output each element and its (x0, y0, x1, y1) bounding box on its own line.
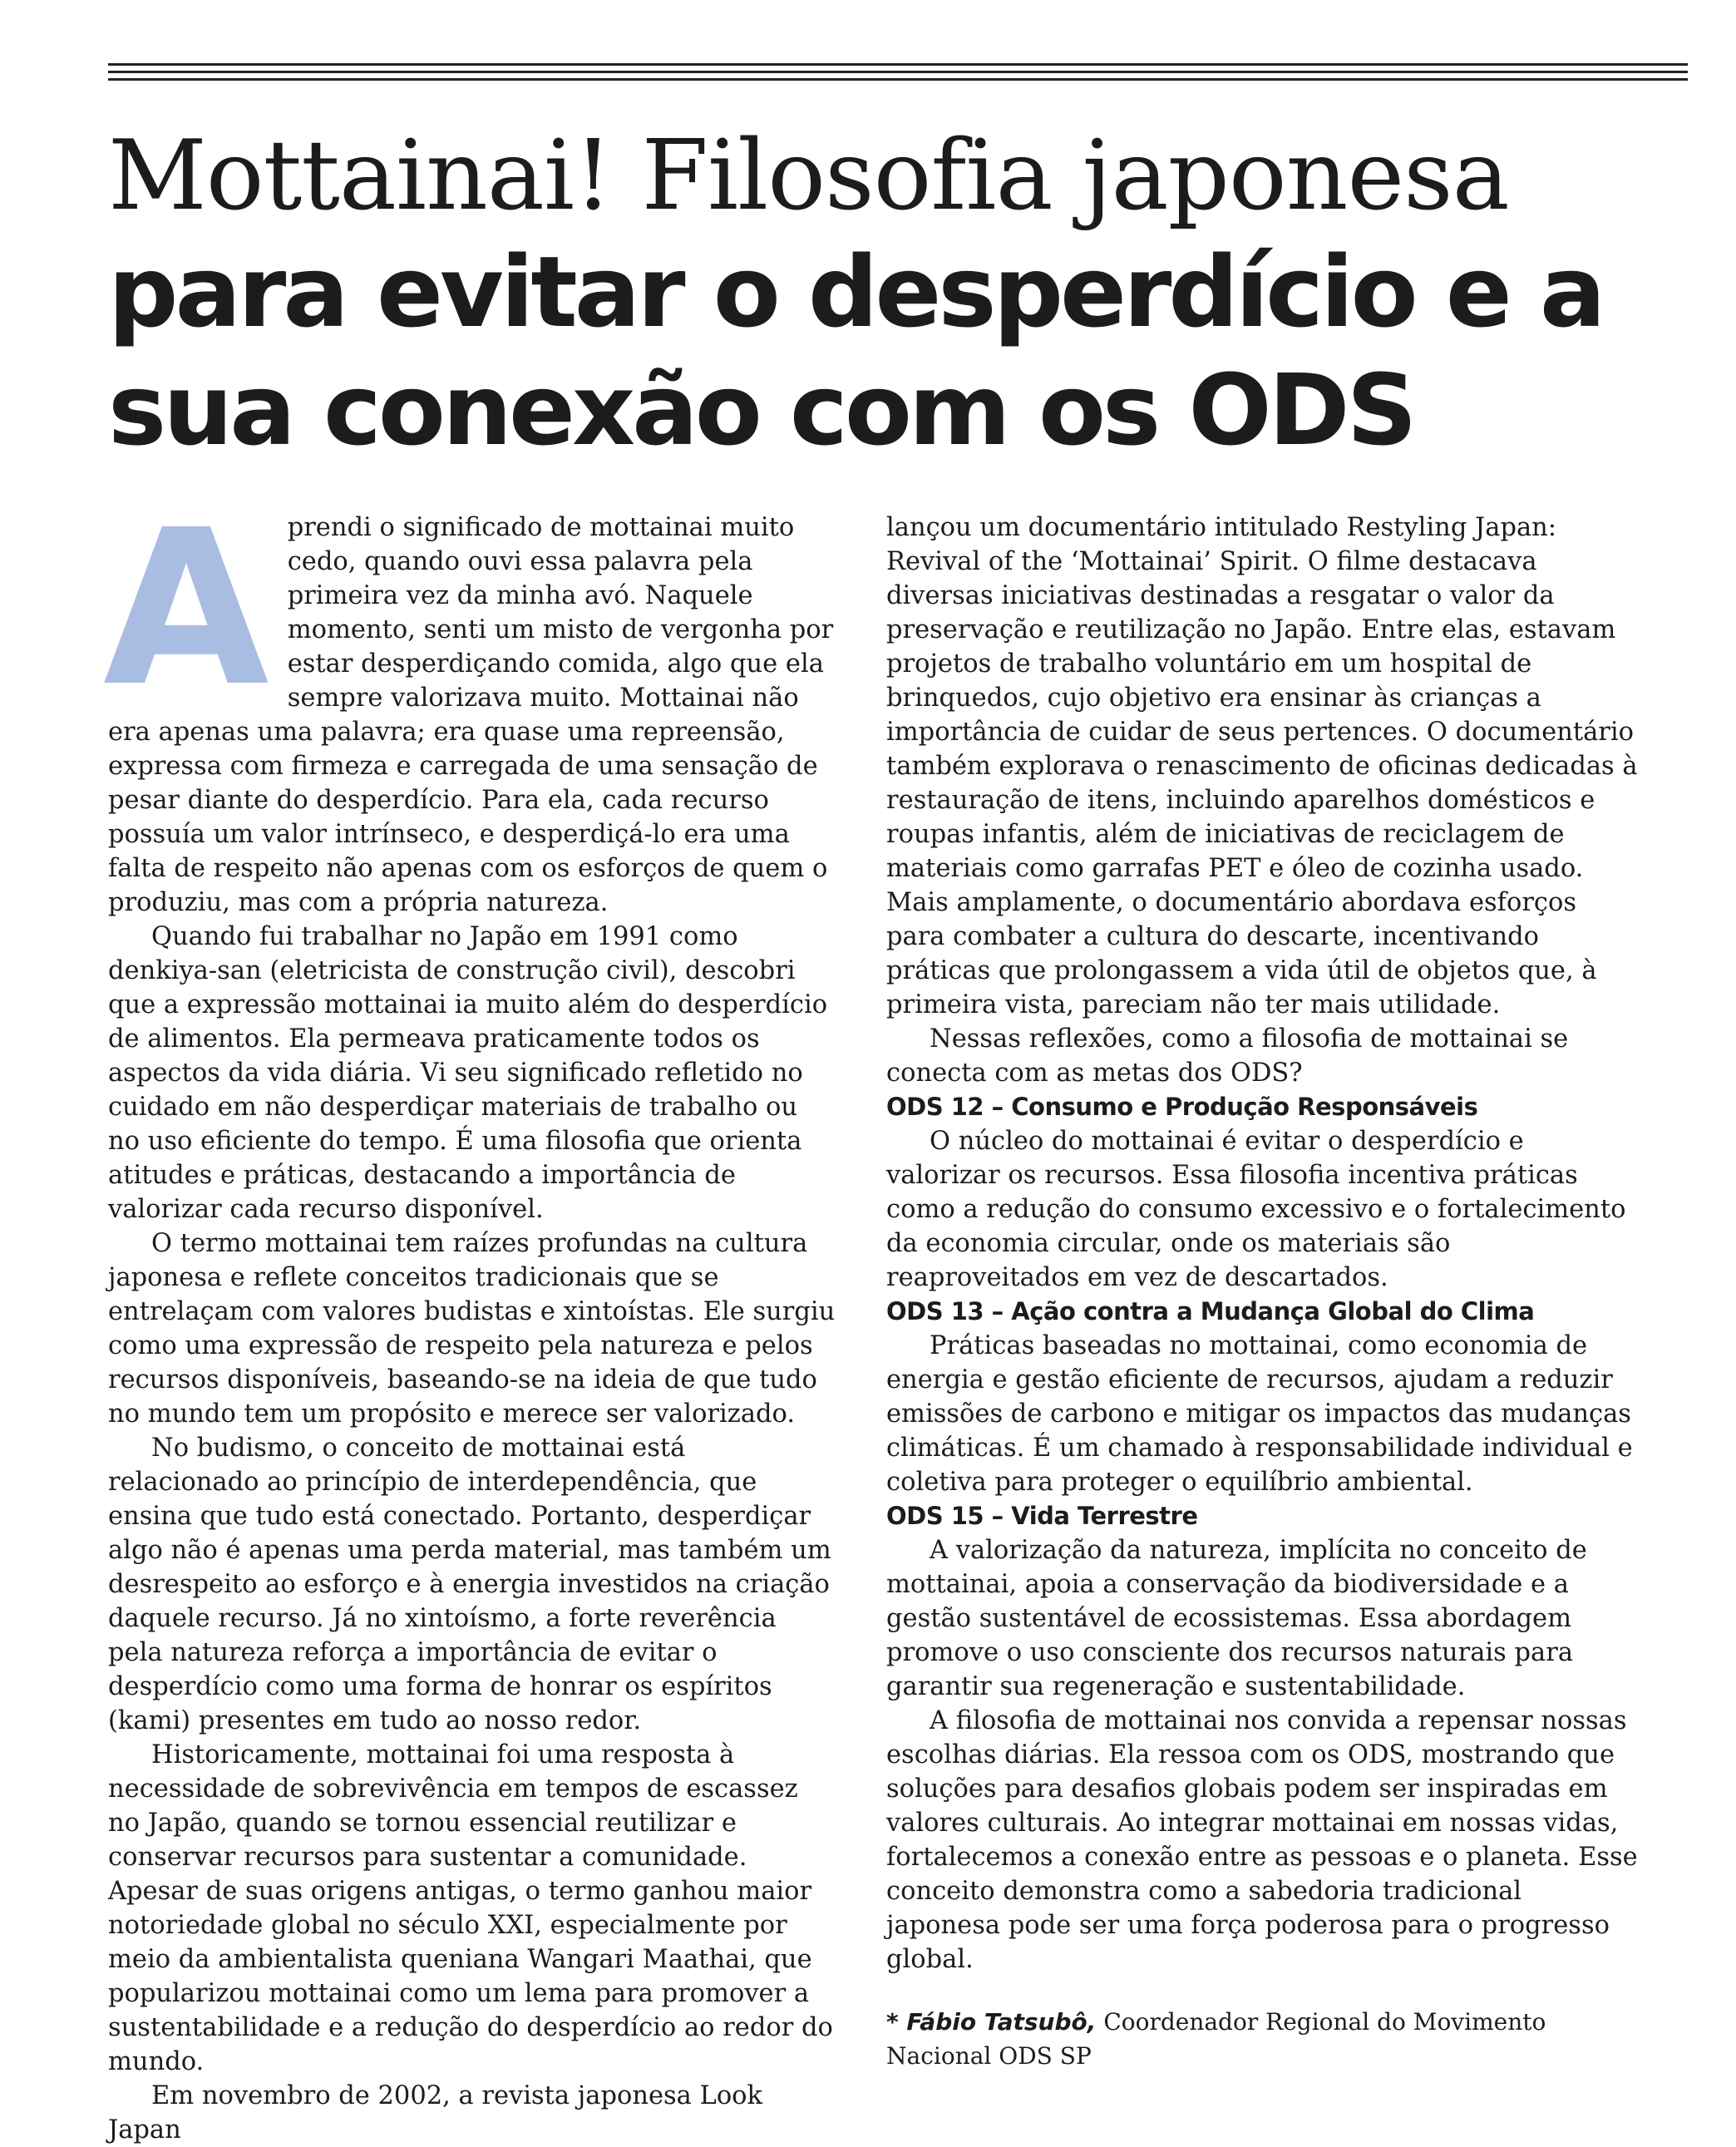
paragraph-6: Em novembro de 2002, a revista japonesa Look Japan (108, 2081, 763, 2145)
rule-line (108, 63, 1688, 66)
paragraph-1-text: prendi o significado de mottainai muito cedo, quando ouvi essa palavra pela primeira vez da minha avó. Naquele momento, senti um misto de vergonha por estar desperdiçando comida, algo que ela sempre valorizava muito. Mottainai não era apenas uma palavra; era quase uma repreensão, expressa com firmeza e carregada de uma sensação de pesar diante do desperdício. Para ela, cada recurso possuía um valor intrínseco, e desperdiçá-lo era uma falta de respeito não apenas com os esforços de quem o produziu, mas com a própria natureza. (108, 513, 834, 917)
left-column (103, 484, 836, 2147)
ods12-heading: ODS 12 – Consumo e Produção Responsáveis (886, 1093, 1478, 1121)
ods15-text: A valorização da natureza, implícita no conceito de mottainai, apoia a conservação da biodiversidade e a gestão sustentável de ecossistemas. Essa abordagem promove o uso consciente dos recursos naturais para garantir sua regeneração e sustentabilidade. (886, 1536, 1587, 1701)
headline-bold (108, 233, 1671, 469)
paragraph-conclusion: A filosofia de mottainai nos convida a repensar nossas escolhas diárias. Ela ressoa com os ODS, mostrando que soluções para desafios globais podem ser inspiradas em valores culturais. Ao integrar mottainai em nossas vidas, fortalecemos a conexão entre as pessoas e o planeta. Esse conceito demonstra como a sabedoria tradicional japonesa pode ser uma força poderosa para o progresso global. (886, 1706, 1638, 1974)
paragraph-4: No budismo, o conceito de mottainai está relacionado ao princípio de interdependência, que ensina que tudo está conectado. Portanto, desperdiçar algo não é apenas uma perda material, mas também um desrespeito ao esforço e à energia investidos na criação daquele recurso. Já no xintoísmo, a forte reverência pela natureza reforça a importância de evitar o desperdício como uma forma de honrar os espíritos (kami) presentes em tudo ao nosso redor. (108, 1434, 831, 1735)
author-signature (886, 2005, 1643, 2073)
paragraph-2: Quando fui trabalhar no Japão em 1991 como denkiya-san (eletricista de construção civil), descobri que a expressão mottainai ia muito além do desperdício de alimentos. Ela permeava praticamente todos os aspectos da vida diária. Vi seu significado refletido no cuidado em não desperdiçar materiais de trabalho ou no uso eficiente do tempo. É uma filosofia que orienta atitudes e práticas, destacando a importância de valorizar cada recurso disponível. (108, 922, 828, 1224)
author-role: Coordenador Regional do Movimento Nacional ODS SP (886, 2008, 1546, 2070)
paragraph-3: O termo mottainai tem raízes profundas na cultura japonesa e reflete conceitos tradicionais que se entrelaçam com valores budistas e xintoístas. Ele surgiu como uma expressão de respeito pela natureza e pelos recursos disponíveis, baseando-se na ideia de que tudo no mundo tem um propósito e merece ser valorizado. (108, 1229, 836, 1429)
author-name: * Fábio Tatsubô, (886, 2008, 1097, 2036)
drop-cap: A (103, 484, 269, 733)
ods15-heading: ODS 15 – Vida Terrestre (886, 1502, 1198, 1530)
rule-line (108, 78, 1688, 81)
paragraph-1 (103, 484, 836, 920)
paragraph-5: Historicamente, mottainai foi uma resposta à necessidade de sobrevivência em tempos de escassez no Japão, quando se tornou essencial reutilizar e conservar recursos para sustentar a comunidade. Apesar de suas origens antigas, o termo ganhou maior notoriedade global no século XXI, especialmente por meio da ambientalista queniana Wangari Maathai, que popularizou mottainai como um lema para promover a sustentabilidade e a redução do desperdício ao redor do mundo. (108, 1740, 833, 2076)
header-rules (108, 63, 1688, 86)
article-headline (108, 120, 1671, 469)
paragraph-continuation: lançou um documentário intitulado Restyling Japan: Revival of the ‘Mottainai’ Spirit. O filme destacava diversas iniciativas destinadas a resgatar o valor da preservação e reutilização no Japão. Entre elas, estavam projetos de trabalho voluntário em um hospital de brinquedos, cujo objetivo era ensinar às crianças a importância de cuidar de seus pertences. O documentário também explorava o renascimento de oficinas dedicadas à restauração de itens, incluindo aparelhos domésticos e roupas infantis, além de iniciativas de reciclagem de materiais como garrafas PET e óleo de cozinha usado. Mais amplamente, o documentário abordava esforços para combater a cultura do descarte, incentivando práticas que prolongassem a vida útil de objetos que, à primeira vista, pareciam não ter mais utilidade. (886, 513, 1638, 1019)
rule-line (108, 71, 1688, 73)
headline-bold-line-2: sua conexão com os ODS (108, 353, 1414, 467)
headline-bold-line-1: para evitar o desperdício e a (108, 234, 1603, 349)
headline-light: Mottainai! Filosofia japonesa (108, 120, 1509, 232)
ods13-text: Práticas baseadas no mottainai, como economia de energia e gestão eficiente de recursos, ajudam a reduzir emissões de carbono e mitigar os impactos das mudanças climáticas. É um chamado à responsabilidade individual e coletiva para proteger o equilíbrio ambiental. (886, 1331, 1633, 1497)
right-column (886, 511, 1643, 2073)
ods12-text: O núcleo do mottainai é evitar o desperdício e valorizar os recursos. Essa filosofia incentiva práticas como a redução do consumo excessivo e o fortalecimento da economia circular, onde os materiais são reaproveitados em vez de descartados. (886, 1127, 1626, 1292)
ods13-heading: ODS 13 – Ação contra a Mudança Global do Clima (886, 1297, 1535, 1325)
paragraph-intro: Nessas reflexões, como a filosofia de mottainai se conecta com as metas dos ODS? (886, 1024, 1569, 1088)
